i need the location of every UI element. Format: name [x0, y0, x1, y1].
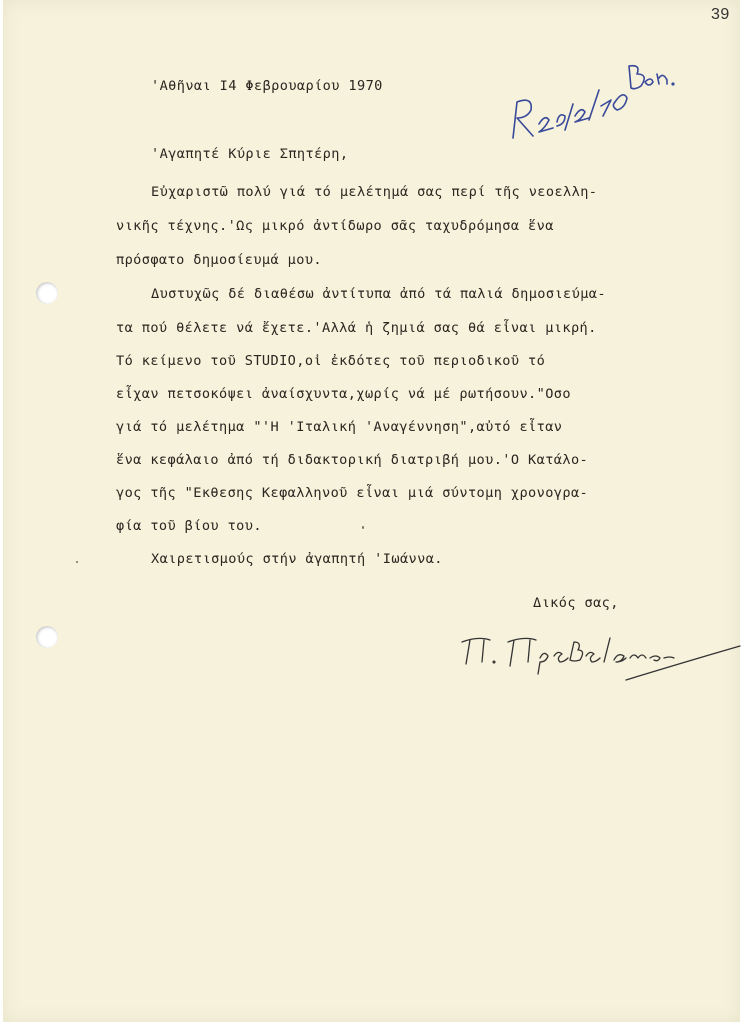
letter-line: Τό κείμενο τοῦ STUDIO,οἱ ἐκδότες τοῦ περιοδικοῦ τό — [116, 353, 546, 369]
signature — [458, 628, 742, 688]
letter-line: γιά τό μελέτημα "'Η 'Ιταλική 'Αναγέννηση",αὐτό εἶταν — [116, 419, 563, 435]
letter-line: Εὐχαριστῶ πολύ γιά τό μελέτημά σας περί τῆς νεοελλη- — [151, 184, 598, 200]
letter-line: τα πού θέλετε νά ἔχετε.'Αλλά ἡ ζημιά σας θά εἶναι μικρή. — [116, 320, 597, 336]
paper-speck — [76, 561, 78, 563]
place-date-line: 'Αθῆναι Ι4 Φεβρουαρίου 1970 — [151, 78, 383, 94]
letter-line: ἕνα κεφάλαιο ἀπό τή διδακτορική διατριβή μου.'Ο Κατάλο- — [116, 452, 589, 468]
letter-line: Χαιρετισμούς στήν ἀγαπητή 'Ιωάννα. — [151, 551, 443, 567]
letter-line: νικῆς τέχνης.'Ως μικρό ἀντίδωρο σᾶς ταχυδρόμησα ἕνα — [116, 218, 554, 234]
letter-line: φία τοῦ βίου του. — [116, 518, 262, 534]
letter-line: πρόσφατο δημοσίευμά μου. — [116, 252, 323, 268]
letter-line: Δυστυχῶς δέ διαθέσω ἀντίτυπα ἀπό τά παλιά δημοσιεύμα- — [151, 286, 606, 302]
punch-hole — [36, 626, 58, 648]
salutation: 'Αγαπητέ Κύριε Σπητέρη, — [151, 146, 349, 162]
handwritten-note — [503, 60, 693, 150]
punch-hole — [36, 282, 58, 304]
page-number: 39 — [711, 6, 730, 23]
letter-line: γος τῆς "Εκθεσης Κεφαλληνοῦ εἶναι μιά σύντομη χρονογρα- — [116, 485, 589, 501]
letter-page — [3, 0, 740, 1022]
closing: Δικός σας, — [533, 595, 619, 611]
paper-speck — [362, 526, 364, 529]
letter-line: εἶχαν πετσοκόψει ἀναίσχυντα,χωρίς νά μέ ρωτήσουν."Οσο — [116, 386, 571, 402]
